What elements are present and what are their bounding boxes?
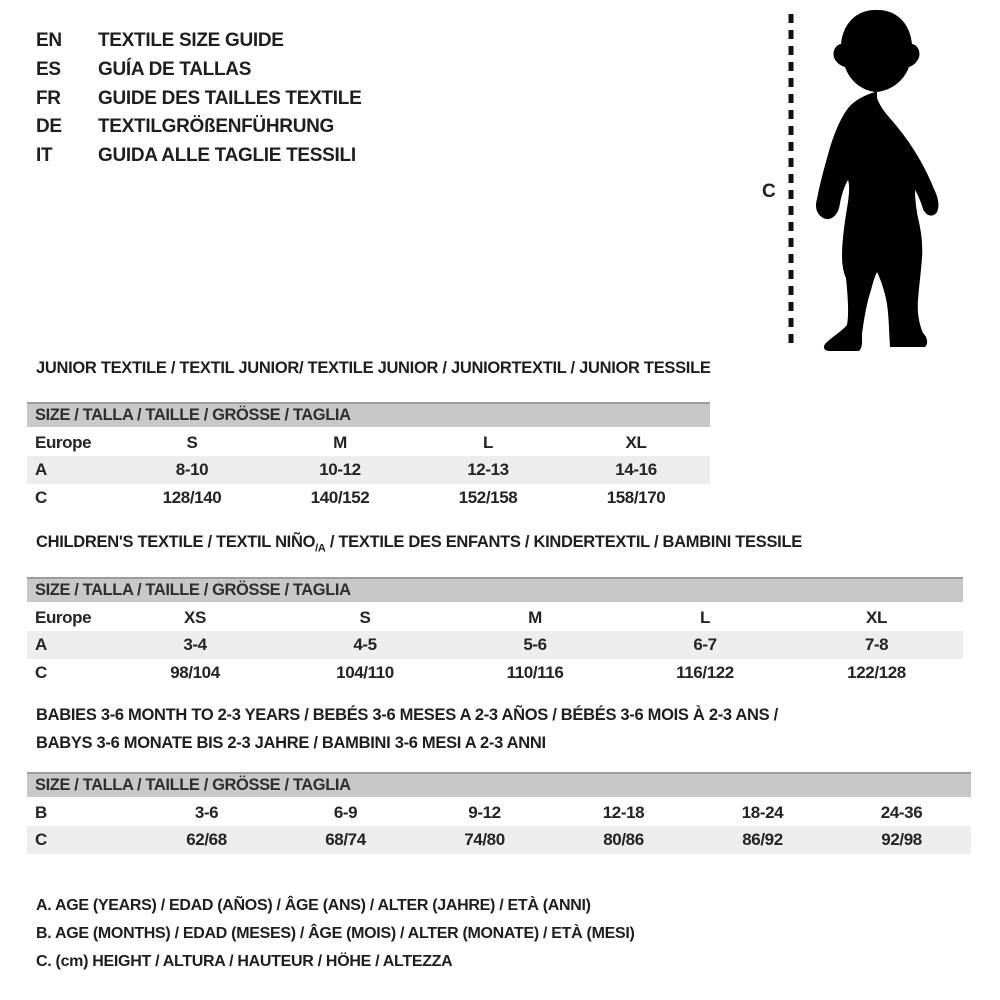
height-cell: 92/98 <box>832 826 971 854</box>
size-cell: S <box>359 607 371 627</box>
table-row-europe <box>27 428 710 456</box>
size-cell: S <box>186 432 198 452</box>
age-cell: 4-5 <box>280 631 450 659</box>
language-title: GUÍA DE TALLAS <box>98 59 252 81</box>
size-cell: XL <box>866 607 887 627</box>
height-cell: 68/74 <box>276 826 415 854</box>
table-row-age <box>27 456 710 484</box>
height-measure-label: C <box>762 181 776 202</box>
height-cell: 158/170 <box>606 488 666 507</box>
height-cell: 116/122 <box>676 663 734 682</box>
size-cell: L <box>483 432 493 452</box>
footnote-b: B. AGE (MONTHS) / EDAD (MESES) / ÂGE (MOIS) / ALTER (MONATE) / ETÀ (MESI) <box>36 925 635 943</box>
children-section-title <box>36 528 802 562</box>
size-header-bar: SIZE / TALLA / TAILLE / GRÖSSE / TAGLIA <box>27 578 963 603</box>
height-cell: 128/140 <box>162 488 222 507</box>
age-cell: 12-13 <box>414 456 562 484</box>
height-cell: 104/110 <box>336 663 394 682</box>
footnote-c: C. (cm) HEIGHT / ALTURA / HAUTEUR / HÖHE / ALTEZZA <box>36 953 453 971</box>
language-title: TEXTILE SIZE GUIDE <box>98 30 284 52</box>
children-title-suffix: / TEXTILE DES ENFANTS / KINDERTEXTIL / BAMBINI TESSILE <box>325 533 802 551</box>
children-size-table <box>27 577 963 687</box>
footnote-a: A. AGE (YEARS) / EDAD (AÑOS) / ÂGE (ANS) / ALTER (JAHRE) / ETÀ (ANNI) <box>36 897 591 914</box>
babies-section-title <box>36 701 778 757</box>
row-label: A <box>27 631 110 659</box>
language-title: TEXTILGRÖßENFÜHRUNG <box>98 116 335 138</box>
row-label: Europe <box>35 432 92 452</box>
babies-title-line2: BABYS 3-6 MONATE BIS 2-3 JAHRE / BAMBINI 3-6 MESI A 2-3 ANNI <box>36 734 546 752</box>
footnotes <box>36 892 635 977</box>
table-row-height <box>27 659 963 687</box>
height-cell: 74/80 <box>415 826 554 854</box>
age-cell: 8-10 <box>118 456 266 484</box>
children-title-sub: /A <box>315 542 326 555</box>
months-cell: 3-6 <box>194 802 219 822</box>
row-label: C <box>35 663 47 682</box>
baby-figure-graphic <box>745 0 1000 360</box>
babies-title-line1: BABIES 3-6 MONTH TO 2-3 YEARS / BEBÉS 3-6 MESES A 2-3 AÑOS / BÉBÉS 3-6 MOIS À 2-3 ANS / <box>36 706 778 724</box>
language-code: ES <box>36 59 61 81</box>
table-row-age <box>27 631 963 659</box>
height-cell: 86/92 <box>693 826 832 854</box>
children-title-prefix: CHILDREN'S TEXTILE / TEXTIL NIÑO <box>36 533 316 551</box>
language-title: GUIDA ALLE TAGLIE TESSILI <box>98 145 356 167</box>
row-label: C <box>27 826 137 854</box>
height-cell: 80/86 <box>554 826 693 854</box>
table-row-height <box>27 484 710 512</box>
table-row-months <box>27 798 971 826</box>
height-cell: 110/116 <box>506 663 564 682</box>
language-title: GUIDE DES TAILLES TEXTILE <box>98 87 362 109</box>
legend-row-en <box>36 27 361 56</box>
size-cell: L <box>700 607 710 627</box>
row-label: A <box>27 456 118 484</box>
legend-row-de <box>36 113 361 142</box>
months-cell: 24-36 <box>880 802 923 822</box>
size-header-bar: SIZE / TALLA / TAILLE / GRÖSSE / TAGLIA <box>27 773 971 798</box>
row-label: B <box>35 802 47 822</box>
age-cell: 6-7 <box>620 631 790 659</box>
height-cell: 98/104 <box>170 663 220 682</box>
row-label: Europe <box>35 607 92 627</box>
height-cell: 62/68 <box>137 826 276 854</box>
legend-row-fr <box>36 84 361 113</box>
size-header-row <box>27 578 963 603</box>
size-cell: XL <box>625 432 647 452</box>
height-cell: 140/152 <box>310 488 370 507</box>
size-cell: XS <box>184 607 206 627</box>
size-header-row <box>27 773 971 798</box>
junior-size-table <box>27 402 710 512</box>
months-cell: 6-9 <box>333 802 358 822</box>
height-cell: 122/128 <box>847 663 906 682</box>
age-cell: 10-12 <box>266 456 414 484</box>
height-cell: 152/158 <box>458 488 518 507</box>
language-code: DE <box>36 116 62 138</box>
age-cell: 14-16 <box>562 456 710 484</box>
age-cell: 7-8 <box>790 631 963 659</box>
size-cell: M <box>528 607 542 627</box>
table-row-height <box>27 826 971 854</box>
baby-silhouette-icon <box>816 10 938 351</box>
months-cell: 12-18 <box>602 802 645 822</box>
size-cell: M <box>333 432 347 452</box>
age-cell: 3-4 <box>110 631 280 659</box>
legend-row-it <box>36 142 361 171</box>
babies-size-table <box>27 772 971 854</box>
row-label: C <box>35 488 47 507</box>
size-header-bar: SIZE / TALLA / TAILLE / GRÖSSE / TAGLIA <box>27 403 710 428</box>
months-cell: 9-12 <box>468 802 501 822</box>
language-legend <box>36 27 361 170</box>
language-code: IT <box>36 145 53 167</box>
table-row-europe <box>27 603 963 631</box>
language-code: EN <box>36 30 62 52</box>
legend-row-es <box>36 56 361 85</box>
junior-section-title: JUNIOR TEXTILE / TEXTIL JUNIOR/ TEXTILE JUNIOR / JUNIORTEXTIL / JUNIOR TESSILE <box>36 359 711 377</box>
size-header-row <box>27 403 710 428</box>
age-cell: 5-6 <box>450 631 620 659</box>
months-cell: 18-24 <box>741 802 784 822</box>
language-code: FR <box>36 87 61 109</box>
